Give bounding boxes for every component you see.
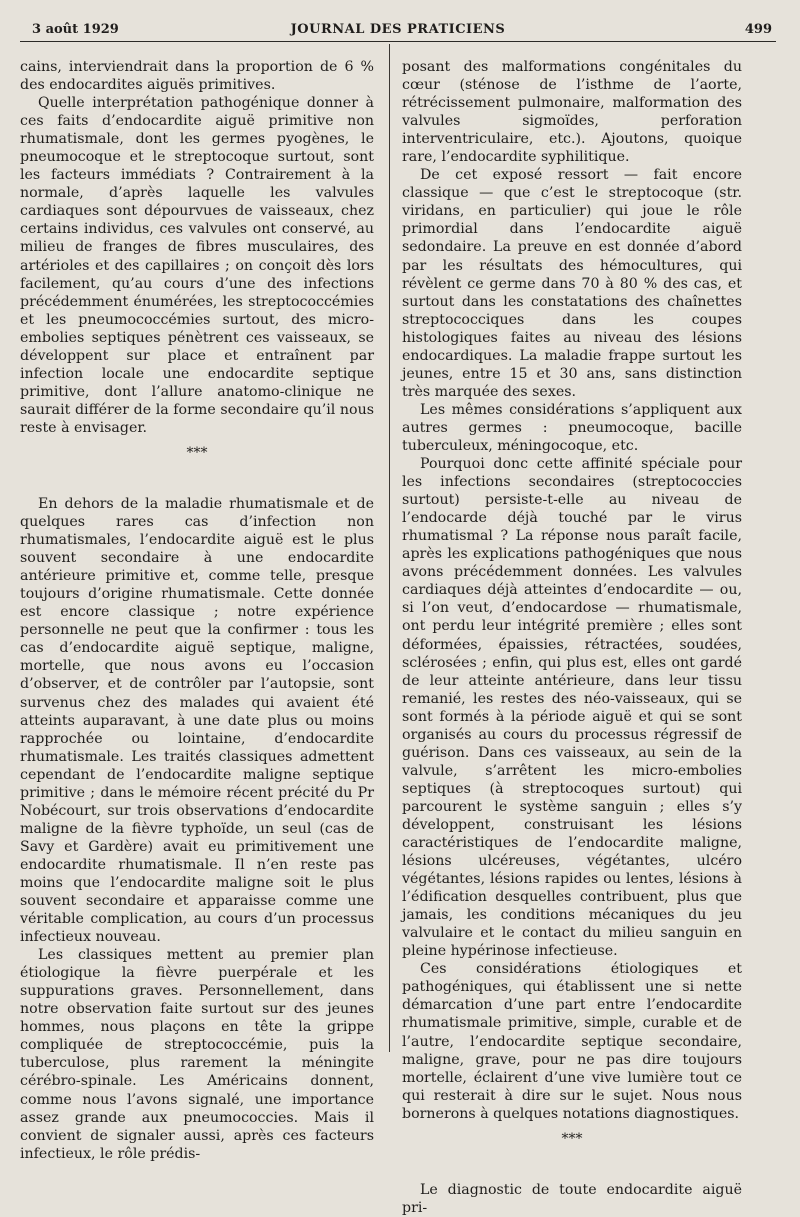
paragraph: cains, interviendrait dans la proportion de 6 % des endocardites aiguës primitives.	[20, 59, 374, 94]
paragraph: posant des malformations congénitales du cœur (sténose de l’isthme de l’aorte, rétrécissement pulmonaire, malformation des valvules sigmoïdes, perforation interventriculaire, etc.). Ajoutons, quoique rare, l’endocardite syphilitique.	[402, 59, 742, 166]
paragraph: En dehors de la maladie rhumatismale et de quelques rares cas d’infection non rhumatismales, l’endocardite aiguë est le plus souvent secondaire à une endocardite antérieure primitive et, comme telle, presque toujours d’origine rhumatismale. Cette donnée est encore classique ; notre expérience personnelle ne peut que la confirmer : tous les cas d’endocardite aiguë septique, maligne, mortelle, que nous avons eu l’occasion d’observer, et de contrôler par l’autopsie, sont survenus chez des malades qui avaient été atteints auparavant, à une date plus ou moins rapprochée ou lointaine, d’endocardite rhumatismale. Les traités classiques admettent cependant de l’endocardite maligne septique primitive ; dans le mémoire récent précité du Pr Nobécourt, sur trois observations d’endocardite maligne de la fièvre typhoïde, un seul (cas de Savy et Gardère) avait eu primitivement une endocardite rhumatismale. Il n’en reste pas moins que l’endocardite maligne soit le plus souvent secondaire et apparaisse comme une véritable complication, au cours d’un processus infectieux nouveau.	[20, 495, 374, 946]
left-column	[20, 58, 374, 1163]
header-rule	[20, 41, 776, 42]
journal-title: JOURNAL DES PRATICIENS	[290, 22, 506, 37]
paragraph: Quelle interprétation pathogénique donner à ces faits d’endocardite aiguë primitive non rhumatismale, dont les germes pyogènes, le pneumocoque et le streptocoque surtout, sont les facteurs immédiats ? Contrairement à la normale, d’après laquelle les valvules cardiaques sont dépourvues de vaisseaux, chez certains individus, ces valvules ont conservé, au milieu de franges de fibres musculaires, des artérioles et des capillaires ; on conçoit dès lors facilement, qu’au cours d’une des infections précédemment énumérées, les streptococcémies et les pneumococcémies surtout, des micro-embolies septiques pénètrent ces vaisseaux, se développent sur place et entraînent par infection locale une endocardite septique primitive, dont l’allure anatomo-clinique ne saurait différer de la forme secondaire qu’il nous reste à envisager.	[20, 95, 374, 436]
paragraph: Les mêmes considérations s’appliquent aux autres germes : pneumocoque, bacille tuberculeux, méningocoque, etc.	[402, 401, 742, 454]
right-column	[402, 58, 742, 1217]
header-date: 3 août 1929	[32, 22, 119, 37]
paragraph: Les classiques mettent au premier plan étiologique la fièvre puerpérale et les suppurations graves. Personnellement, dans notre observation faite surtout sur des jeunes hommes, nous plaçons en tête la grippe compliquée de streptococcémie, puis la tuberculose, plus rarement la méningite cérébro-spinale. Les Américains donnent, comme nous l’avons signalé, une importance assez grande aux pneumococcies. Mais il convient de signaler aussi, après ces facteurs infectieux, le rôle prédis-	[20, 947, 374, 1162]
paragraph: Ces considérations étiologiques et pathogéniques, qui établissent une si nette démarcation d’une part entre l’endocardite rhumatismale primitive, simple, curable et de l’autre, l’endocardite septique secondaire, maligne, grave, pour ne pas dire toujours mortelle, éclairent d’une vive lumière tout ce qui resterait à dire sur le sujet. Nous nous bornerons à quelques notations diagnostiques.	[402, 961, 742, 1122]
section-separator	[402, 1123, 742, 1181]
section-separator	[20, 437, 374, 495]
column-divider	[389, 44, 390, 1052]
paragraph: Pourquoi donc cette affinité spéciale pour les infections secondaires (streptococcies surtout) persiste-t-elle au niveau de l’endocarde déjà touché par le virus rhumatismal ? La réponse nous paraît facile, après les explications pathogéniques que nous avons précédemment données. Les valvules cardiaques déjà atteintes d’endocardite — ou, si l’on veut, d’endocardose — rhumatismale, ont perdu leur intégrité première ; elles sont déformées, épaissies, rétractées, soudées, sclérosées ; enfin, qui plus est, elles ont gardé de leur atteinte antérieure, dans leur tissu remanié, les restes des néo-vaisseaux, qui se sont formés à la période aiguë et qui se sont organisés au cours du processus régressif de guérison. Dans ces vaisseaux, au sein de la valvule, s’arrêtent les micro-embolies septiques (à streptocoques surtout) qui parcourent le système sanguin ; elles s’y développent, construisant les lésions caractéristiques de l’endocardite maligne, lésions ulcéreuses, végétantes, ulcéro végétantes, lésions rapides ou lentes, lésions à l’édification desquelles contribuent, plus que jamais, les conditions mécaniques du jeu valvulaire et le contact du milieu sanguin en pleine hypérinose infectieuse.	[402, 456, 742, 960]
page-header	[20, 16, 776, 40]
asterism: ***	[186, 444, 208, 461]
asterism: ***	[561, 1130, 583, 1147]
paragraph: De cet exposé ressort — fait encore classique — que c’est le streptocoque (str. viridans, en particulier) qui joue le rôle primordial dans l’endocardite aiguë sedondaire. La preuve en est donnée d’abord par les résultats des hémocultures, qui révèlent ce germe dans 70 à 80 % des cas, et surtout dans les constatations des chaînettes streptococciques dans les coupes histologiques faites au niveau des lésions endocardiques. La maladie frappe surtout les jeunes, entre 15 et 30 ans, sans distinction très marquée des sexes.	[402, 167, 742, 400]
page-number: 499	[744, 22, 772, 37]
paragraph: Le diagnostic de toute endocardite aiguë pri-	[402, 1181, 742, 1216]
